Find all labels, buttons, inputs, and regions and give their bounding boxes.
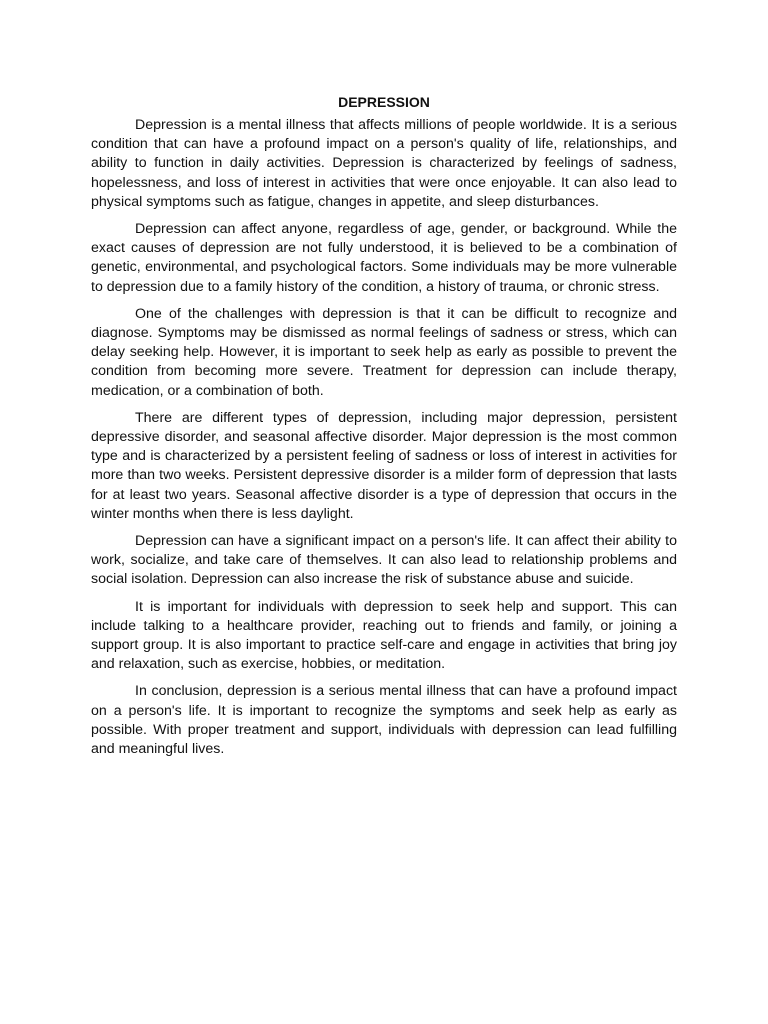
- paragraph: In conclusion, depression is a serious mental illness that can have a profound impact on a person's life. It is important to recognize the symptoms and seek help as early as possible. With proper treatment and support, individuals with depression can lead fulfilling and meaningful lives.: [91, 683, 677, 758]
- paragraph: It is important for individuals with depression to seek help and support. This can include talking to a healthcare provider, reaching out to friends and family, or joining a support group. It is also important to practice self-care and engage in activities that bring joy and relaxation, such as exercise, hobbies, or meditation.: [91, 598, 677, 673]
- paragraph: One of the challenges with depression is that it can be difficult to recognize and diagnose. Symptoms may be dismissed as normal feelings of sadness or stress, which can delay seeking help. However, it is important to seek help as early as possible to prevent the condition from becoming more severe. Treatment for depression can include therapy, medication, or a combination of both.: [91, 305, 677, 399]
- paragraph: There are different types of depression, including major depression, persistent depressive disorder, and seasonal affective disorder. Major depression is the most common type and is characterized by a persistent feeling of sadness or loss of interest in activities for more than two weeks. Persistent depressive disorder is a milder form of depression that lasts for at least two years. Seasonal affective disorder is a type of depression that occurs in the winter months when there is less daylight.: [91, 409, 677, 522]
- document-title: DEPRESSION: [338, 94, 430, 110]
- paragraph: Depression is a mental illness that affects millions of people worldwide. It is a serious condition that can have a profound impact on a person's quality of life, relationships, and ability to function in daily activities. Depression is characterized by feelings of sadness, hopelessness, and loss of interest in activities that were once enjoyable. It can also lead to physical symptoms such as fatigue, changes in appetite, and sleep disturbances.: [91, 117, 677, 210]
- paragraph: Depression can affect anyone, regardless of age, gender, or background. While the exact causes of depression are not fully understood, it is believed to be a combination of genetic, environmental, and psychological factors. Some individuals may be more vulnerable to depression due to a family history of the condition, a history of trauma, or chronic stress.: [91, 221, 677, 295]
- document-body: [91, 94, 677, 767]
- paragraph: Depression can have a significant impact on a person's life. It can affect their ability to work, socialize, and take care of themselves. It can also lead to relationship problems and social isolation. Depression can also increase the risk of substance abuse and suicide.: [91, 533, 677, 588]
